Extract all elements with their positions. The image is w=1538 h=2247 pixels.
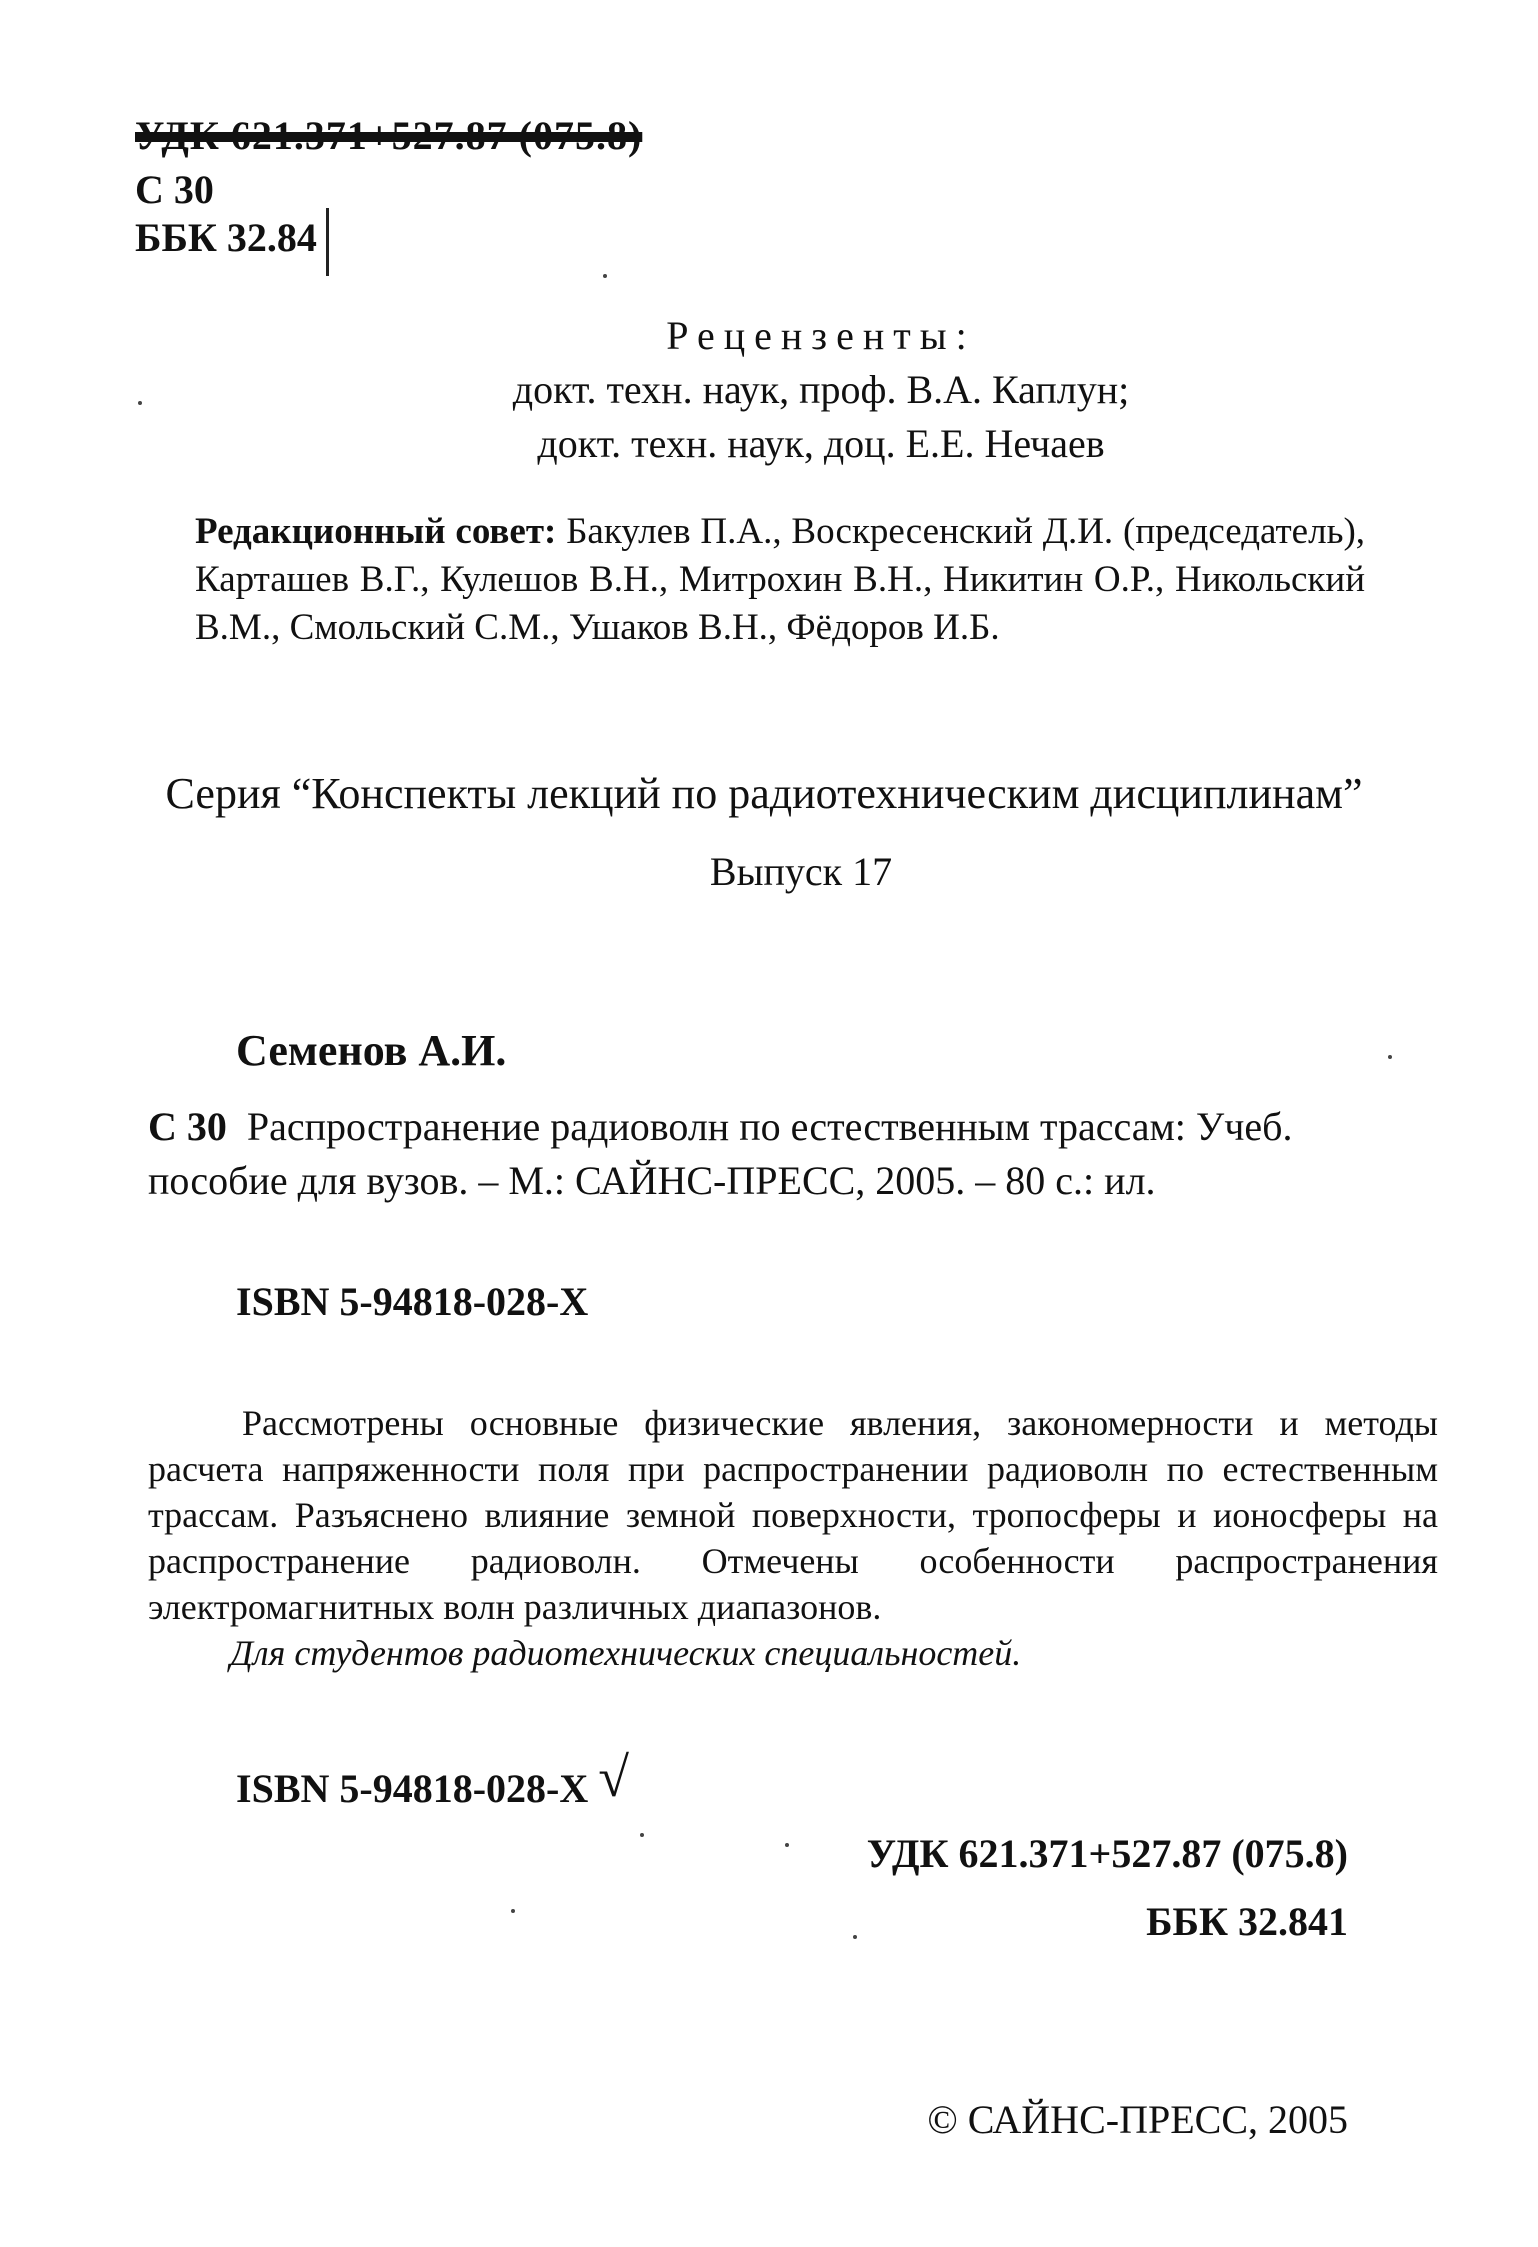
scan-speck xyxy=(785,1843,789,1847)
margin-mark xyxy=(326,208,329,276)
reviewer-line-2: докт. техн. наук, доц. Е.Е. Нечаев xyxy=(537,421,1105,466)
isbn-top: ISBN 5-94818-028-X xyxy=(236,1279,589,1324)
copyright: © САЙНС-ПРЕСС, 2005 xyxy=(927,2097,1348,2142)
abstract xyxy=(148,1400,1438,1676)
isbn-bottom xyxy=(236,1747,629,1816)
editorial-board xyxy=(195,508,1365,652)
struck-udk-line: УДК 621.371+527.87 (075.8) xyxy=(135,113,643,158)
reviewer-line-1: докт. техн. наук, проф. В.А. Каплун; xyxy=(512,367,1130,412)
scan-speck xyxy=(640,1833,644,1837)
author: Семенов А.И. xyxy=(236,1026,507,1075)
scan-speck xyxy=(603,274,607,278)
series-title: Серия “Конспекты лекций по радиотехническим дисциплинам” xyxy=(165,769,1363,818)
bbk-code-header: ББК 32.84 xyxy=(135,215,317,260)
reviewers-heading: Рецензенты: xyxy=(666,313,976,358)
bibliographic-description xyxy=(148,1100,1438,1208)
bbk-code: ББК 32.841 xyxy=(1146,1899,1348,1944)
check-mark-icon: √ xyxy=(598,1747,629,1809)
bibliographic-text: Распространение радиоволн по естественным трассам: Учеб. пособие для вузов. – М.: САЙНС-ПРЕСС, 2005. – 80 с.: ил. xyxy=(148,1104,1293,1203)
udk-code: УДК 621.371+527.87 (075.8) xyxy=(866,1831,1348,1876)
editorial-board-label: Редакционный совет: xyxy=(195,511,557,552)
isbn-bottom-text: ISBN 5-94818-028-X xyxy=(236,1766,589,1811)
abstract-text: Рассмотрены основные физические явления, закономерности и методы расчета напряженности поля при распространении радиоволн по естественным трассам. Разъяснено влияние земной поверхности, тропосферы и ионосферы на распространение радиоволн. Отмечены особенности распространения электромагнитных волн различных диапазонов. xyxy=(148,1403,1438,1627)
editorial-board-members: Бакулев П.А., Воскресенский Д.И. (председатель), Карташев В.Г., Кулешов В.Н., Митрохин В.Н., Никитин О.Р., Никольский В.М., Смольский С.М., Ушаков В.Н., Фёдоров И.Б. xyxy=(195,511,1366,648)
catalog-code: С 30 xyxy=(135,167,214,212)
scan-speck xyxy=(853,1935,857,1939)
abstract-audience: Для студентов радиотехнических специальностей. xyxy=(230,1633,1022,1673)
series-issue: Выпуск 17 xyxy=(709,849,893,894)
scan-speck xyxy=(511,1909,515,1913)
bibliographic-code: С 30 xyxy=(148,1104,227,1149)
scan-speck xyxy=(1388,1055,1392,1059)
scan-speck xyxy=(138,401,142,405)
